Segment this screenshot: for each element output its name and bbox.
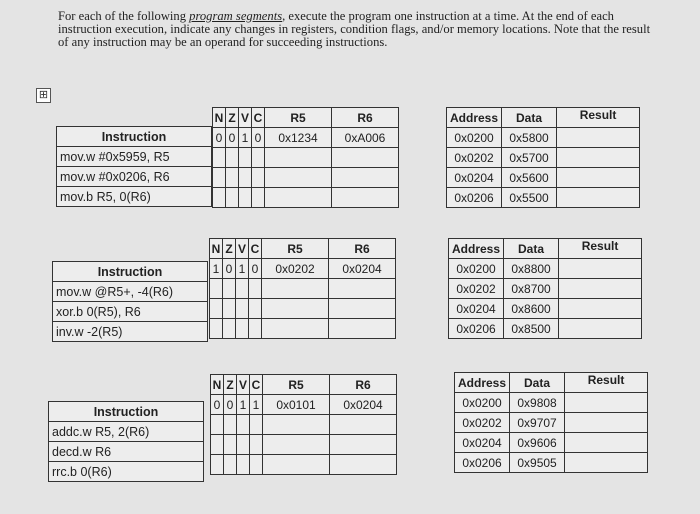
instruction-cell: mov.w #0x5959, R5 <box>57 147 212 167</box>
result-cell[interactable] <box>559 299 642 319</box>
answer-cell[interactable] <box>239 188 252 208</box>
answer-cell[interactable] <box>330 455 397 475</box>
result-cell[interactable] <box>557 188 640 208</box>
address-header: Address <box>449 239 504 259</box>
data-cell: 0x8700 <box>504 279 559 299</box>
answer-cell[interactable] <box>329 299 396 319</box>
flag-n-value: 1 <box>210 259 223 279</box>
result-cell[interactable] <box>565 393 648 413</box>
data-cell: 0x8500 <box>504 319 559 339</box>
table-move-handle-icon[interactable]: ⊞ <box>36 88 51 103</box>
answer-cell[interactable] <box>239 168 252 188</box>
flag-n-header: N <box>210 239 223 259</box>
answer-cell[interactable] <box>252 148 265 168</box>
instruction-cell: xor.b 0(R5), R6 <box>53 302 208 322</box>
answer-cell[interactable] <box>236 319 249 339</box>
flag-c-value: 1 <box>250 395 263 415</box>
answer-cell[interactable] <box>213 148 226 168</box>
answer-cell[interactable] <box>262 279 329 299</box>
flag-n-value: 0 <box>211 395 224 415</box>
answer-cell[interactable] <box>226 148 239 168</box>
answer-cell[interactable] <box>332 188 399 208</box>
address-cell: 0x0204 <box>449 299 504 319</box>
flag-v-header: V <box>237 375 250 395</box>
r6-header: R6 <box>330 375 397 395</box>
flag-c-value: 0 <box>252 128 265 148</box>
r5-header: R5 <box>262 239 329 259</box>
r6-value: 0x0204 <box>330 395 397 415</box>
answer-cell[interactable] <box>213 188 226 208</box>
answer-cell[interactable] <box>224 435 237 455</box>
instruction-header: Instruction <box>49 402 204 422</box>
address-cell: 0x0202 <box>449 279 504 299</box>
register-table-2 <box>209 238 396 339</box>
r6-value: 0x0204 <box>329 259 396 279</box>
address-cell: 0x0206 <box>455 453 510 473</box>
answer-cell[interactable] <box>250 455 263 475</box>
answer-cell[interactable] <box>210 299 223 319</box>
data-cell: 0x9707 <box>510 413 565 433</box>
instructions-paragraph <box>58 10 658 49</box>
answer-cell[interactable] <box>250 415 263 435</box>
address-cell: 0x0206 <box>447 188 502 208</box>
result-header: Result <box>557 108 640 128</box>
answer-cell[interactable] <box>236 299 249 319</box>
r5-header: R5 <box>263 375 330 395</box>
result-cell[interactable] <box>559 319 642 339</box>
flag-z-value: 0 <box>224 395 237 415</box>
answer-cell[interactable] <box>330 415 397 435</box>
answer-cell[interactable] <box>263 415 330 435</box>
answer-cell[interactable] <box>213 168 226 188</box>
flag-c-header: C <box>250 375 263 395</box>
answer-cell[interactable] <box>332 148 399 168</box>
address-header: Address <box>447 108 502 128</box>
instruction-cell: addc.w R5, 2(R6) <box>49 422 204 442</box>
r5-value: 0x1234 <box>265 128 332 148</box>
answer-cell[interactable] <box>265 148 332 168</box>
flag-z-value: 0 <box>226 128 239 148</box>
data-cell: 0x8600 <box>504 299 559 319</box>
instruction-table-1 <box>56 126 212 207</box>
address-cell: 0x0202 <box>447 148 502 168</box>
address-cell: 0x0204 <box>447 168 502 188</box>
result-cell[interactable] <box>565 433 648 453</box>
r6-header: R6 <box>329 239 396 259</box>
answer-cell[interactable] <box>265 168 332 188</box>
r6-value: 0xA006 <box>332 128 399 148</box>
address-cell: 0x0200 <box>455 393 510 413</box>
flag-c-value: 0 <box>249 259 262 279</box>
answer-cell[interactable] <box>211 455 224 475</box>
answer-cell[interactable] <box>226 168 239 188</box>
result-cell[interactable] <box>557 148 640 168</box>
address-cell: 0x0206 <box>449 319 504 339</box>
result-cell[interactable] <box>557 128 640 148</box>
memory-table-3 <box>454 372 648 473</box>
memory-table-1 <box>446 107 640 208</box>
answer-cell[interactable] <box>224 455 237 475</box>
answer-cell[interactable] <box>210 279 223 299</box>
answer-cell[interactable] <box>249 319 262 339</box>
flag-v-header: V <box>236 239 249 259</box>
r6-header: R6 <box>332 108 399 128</box>
answer-cell[interactable] <box>226 188 239 208</box>
result-cell[interactable] <box>565 453 648 473</box>
answer-cell[interactable] <box>265 188 332 208</box>
result-header: Result <box>559 239 642 259</box>
instruction-table-3 <box>48 401 204 482</box>
data-header: Data <box>504 239 559 259</box>
data-cell: 0x5600 <box>502 168 557 188</box>
flag-z-header: Z <box>224 375 237 395</box>
instruction-cell: mov.b R5, 0(R6) <box>57 187 212 207</box>
register-table-1 <box>212 107 399 208</box>
data-cell: 0x5700 <box>502 148 557 168</box>
instruction-cell: mov.w #0x0206, R6 <box>57 167 212 187</box>
answer-cell[interactable] <box>236 279 249 299</box>
answer-cell[interactable] <box>224 415 237 435</box>
flag-c-header: C <box>252 108 265 128</box>
intro-text-end: , execute the program one instruction at a time. At the end of each instruction execution, indicate any changes in registers, condition flags, and/or memory locations. Note that the result of any instruction may be an operand for succeeding instructions. <box>58 9 651 49</box>
answer-cell[interactable] <box>263 435 330 455</box>
answer-cell[interactable] <box>237 435 250 455</box>
instruction-header: Instruction <box>57 127 212 147</box>
data-cell: 0x8800 <box>504 259 559 279</box>
answer-cell[interactable] <box>262 299 329 319</box>
answer-cell[interactable] <box>237 455 250 475</box>
data-header: Data <box>502 108 557 128</box>
answer-cell[interactable] <box>211 415 224 435</box>
answer-cell[interactable] <box>223 299 236 319</box>
answer-cell[interactable] <box>210 319 223 339</box>
answer-cell[interactable] <box>329 279 396 299</box>
flag-v-value: 1 <box>236 259 249 279</box>
answer-cell[interactable] <box>329 319 396 339</box>
answer-cell[interactable] <box>252 188 265 208</box>
answer-cell[interactable] <box>250 435 263 455</box>
instruction-cell: inv.w -2(R5) <box>53 322 208 342</box>
flag-v-value: 1 <box>237 395 250 415</box>
answer-cell[interactable] <box>252 168 265 188</box>
address-cell: 0x0200 <box>447 128 502 148</box>
address-cell: 0x0202 <box>455 413 510 433</box>
flag-n-header: N <box>213 108 226 128</box>
answer-cell[interactable] <box>330 435 397 455</box>
r5-value: 0x0202 <box>262 259 329 279</box>
answer-cell[interactable] <box>263 455 330 475</box>
flag-z-header: Z <box>226 108 239 128</box>
address-cell: 0x0204 <box>455 433 510 453</box>
result-cell[interactable] <box>557 168 640 188</box>
result-cell[interactable] <box>559 279 642 299</box>
answer-cell[interactable] <box>332 168 399 188</box>
r5-value: 0x0101 <box>263 395 330 415</box>
flag-z-value: 0 <box>223 259 236 279</box>
data-cell: 0x5500 <box>502 188 557 208</box>
flag-c-header: C <box>249 239 262 259</box>
answer-cell[interactable] <box>211 435 224 455</box>
result-header: Result <box>565 373 648 393</box>
answer-cell[interactable] <box>237 415 250 435</box>
answer-cell[interactable] <box>223 279 236 299</box>
address-header: Address <box>455 373 510 393</box>
intro-text-start: For each of the following <box>58 9 190 23</box>
flag-z-header: Z <box>223 239 236 259</box>
flag-v-header: V <box>239 108 252 128</box>
result-cell[interactable] <box>559 259 642 279</box>
answer-cell[interactable] <box>223 319 236 339</box>
memory-table-2 <box>448 238 642 339</box>
register-table-3 <box>210 374 397 475</box>
instruction-cell: rrc.b 0(R6) <box>49 462 204 482</box>
answer-cell[interactable] <box>239 148 252 168</box>
answer-cell[interactable] <box>249 279 262 299</box>
data-header: Data <box>510 373 565 393</box>
data-cell: 0x9606 <box>510 433 565 453</box>
data-cell: 0x9808 <box>510 393 565 413</box>
answer-cell[interactable] <box>262 319 329 339</box>
instruction-cell: mov.w @R5+, -4(R6) <box>53 282 208 302</box>
data-cell: 0x9505 <box>510 453 565 473</box>
answer-cell[interactable] <box>249 299 262 319</box>
flag-n-value: 0 <box>213 128 226 148</box>
instruction-header: Instruction <box>53 262 208 282</box>
flag-n-header: N <box>211 375 224 395</box>
flag-v-value: 1 <box>239 128 252 148</box>
result-cell[interactable] <box>565 413 648 433</box>
address-cell: 0x0200 <box>449 259 504 279</box>
data-cell: 0x5800 <box>502 128 557 148</box>
instruction-table-2 <box>52 261 208 342</box>
intro-emphasis: program segments <box>189 9 283 23</box>
r5-header: R5 <box>265 108 332 128</box>
instruction-cell: decd.w R6 <box>49 442 204 462</box>
